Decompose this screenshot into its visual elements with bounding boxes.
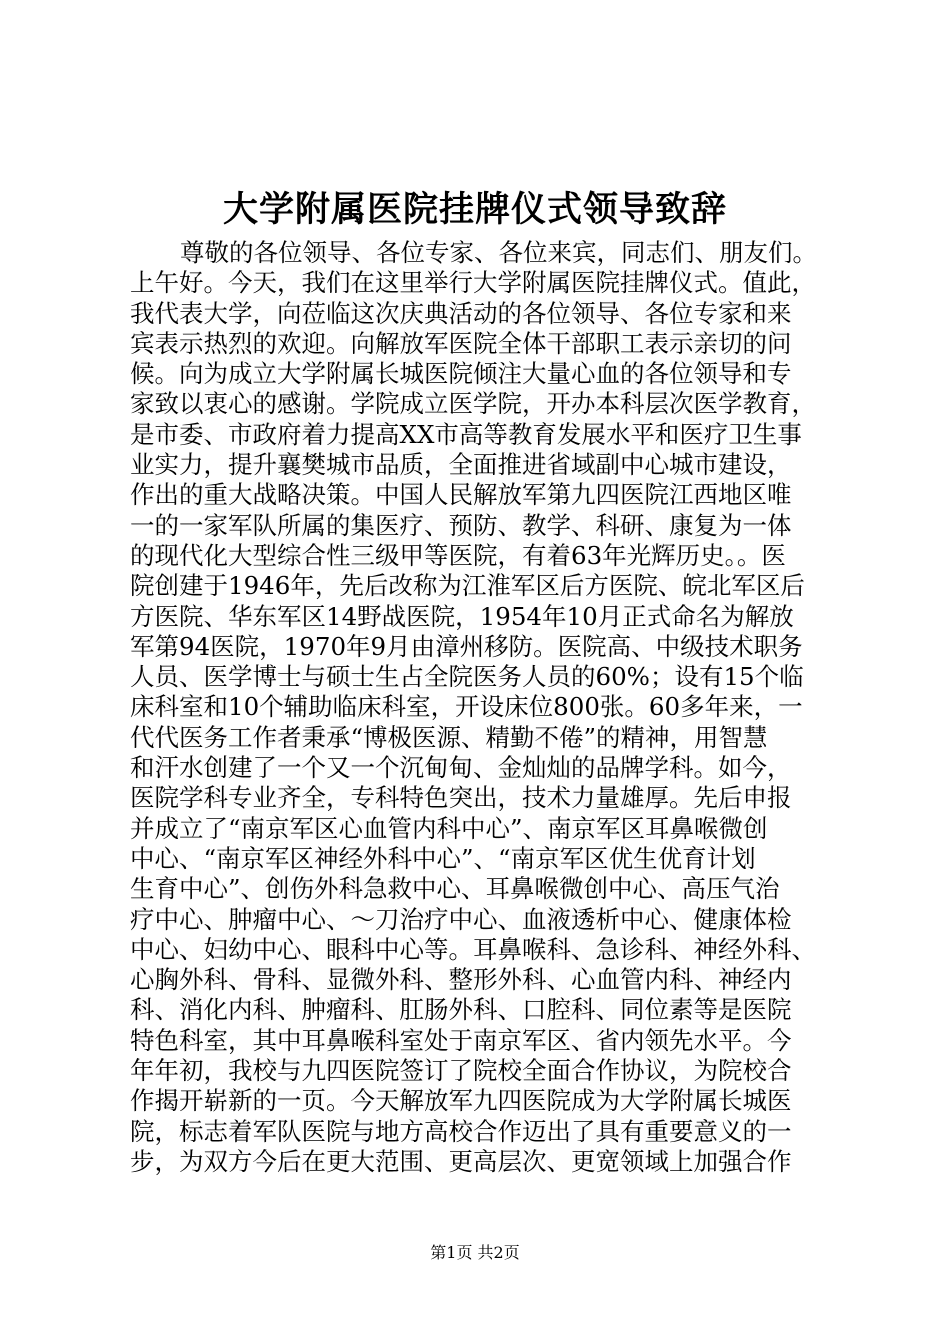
paragraph-line: 方医院、华东军区14野战医院，1954年10月正式命名为解放 bbox=[130, 601, 794, 631]
paragraph-line: 特色科室，其中耳鼻喉科室处于南京军区、省内领先水平。今 bbox=[130, 1025, 792, 1055]
document-title: 大学附属医院挂牌仪式领导致辞 bbox=[222, 189, 727, 230]
paragraph-line: 科、消化内科、肿瘤科、肛肠外科、口腔科、同位素等是医院 bbox=[130, 995, 792, 1025]
page-footer: 第1页 共2页 bbox=[430, 1243, 520, 1262]
paragraph-line: 生育中心”、创伤外科急救中心、耳鼻喉微创中心、高压气治 bbox=[130, 874, 780, 904]
paragraph-line: 家致以衷心的感谢。学院成立医学院，开办本科层次医学教育， bbox=[130, 389, 816, 419]
paragraph-line: 院创建于1946年，先后改称为江淮军区后方医院、皖北军区后 bbox=[130, 571, 805, 601]
paragraph-line: 院，标志着军队医院与地方高校合作迈出了具有重要意义的一 bbox=[130, 1116, 792, 1146]
paragraph-line: 中心、“南京军区神经外科中心”、“南京军区优生优育计划 bbox=[130, 843, 756, 873]
paragraph-line: 上午好。今天，我们在这里举行大学附属医院挂牌仪式。值此， bbox=[130, 268, 816, 298]
paragraph-line: 军第94医院，1970年9月由漳州移防。医院高、中级技术职务 bbox=[130, 631, 803, 661]
paragraph-line: 代代医务工作者秉承“博极医源、精勤不倦”的精神，用智慧 bbox=[130, 722, 768, 752]
document-body bbox=[130, 238, 830, 1177]
paragraph-line: 宾表示热烈的欢迎。向解放军医院全体干部职工表示亲切的问 bbox=[130, 328, 792, 358]
paragraph-line: 作出的重大战略决策。中国人民解放军第九四医院江西地区唯 bbox=[130, 480, 792, 510]
paragraph-line: 作揭开崭新的一页。今天解放军九四医院成为大学附属长城医 bbox=[130, 1086, 792, 1116]
paragraph-line: 心胸外科、骨科、显微外科、整形外科、心血管内科、神经内 bbox=[130, 965, 792, 995]
paragraph-line: 我代表大学，向莅临这次庆典活动的各位领导、各位专家和来 bbox=[130, 298, 792, 328]
paragraph-line: 步，为双方今后在更大范围、更高层次、更宽领域上加强合作 bbox=[130, 1146, 792, 1176]
paragraph-line: 医院学科专业齐全，专科特色突出，技术力量雄厚。先后申报 bbox=[130, 783, 792, 813]
paragraph-line: 的现代化大型综合性三级甲等医院，有着63年光辉历史。。医 bbox=[130, 540, 786, 570]
paragraph-line: 一的一家军队所属的集医疗、预防、教学、科研、康复为一体 bbox=[130, 510, 792, 540]
paragraph-line: 年年初，我校与九四医院签订了院校全面合作协议，为院校合 bbox=[130, 1056, 792, 1086]
paragraph-line: 是市委、市政府着力提高XX市高等教育发展水平和医疗卫生事 bbox=[130, 419, 802, 449]
paragraph-line: 候。向为成立大学附属长城医院倾注大量心血的各位领导和专 bbox=[130, 359, 792, 389]
paragraph-line: 人员、医学博士与硕士生占全院医务人员的60%；设有15个临 bbox=[130, 662, 804, 692]
paragraph-line: 并成立了“南京军区心血管内科中心”、南京军区耳鼻喉微创 bbox=[130, 813, 768, 843]
paragraph-line: 中心、妇幼中心、眼科中心等。耳鼻喉科、急诊科、神经外科、 bbox=[130, 934, 816, 964]
paragraph-line: 床科室和10个辅助临床科室，开设床位800张。60多年来，一 bbox=[130, 692, 803, 722]
paragraph-line: 尊敬的各位领导、各位专家、各位来宾，同志们、朋友们。 bbox=[180, 238, 817, 267]
paragraph-line: 业实力，提升襄樊城市品质，全面推进省域副中心城市建设， bbox=[130, 450, 792, 480]
paragraph-line: 和汗水创建了一个又一个沉甸甸、金灿灿的品牌学科。如今， bbox=[130, 753, 792, 783]
paragraph-line: 疗中心、肿瘤中心、～刀治疗中心、血液透析中心、健康体检 bbox=[130, 904, 792, 934]
